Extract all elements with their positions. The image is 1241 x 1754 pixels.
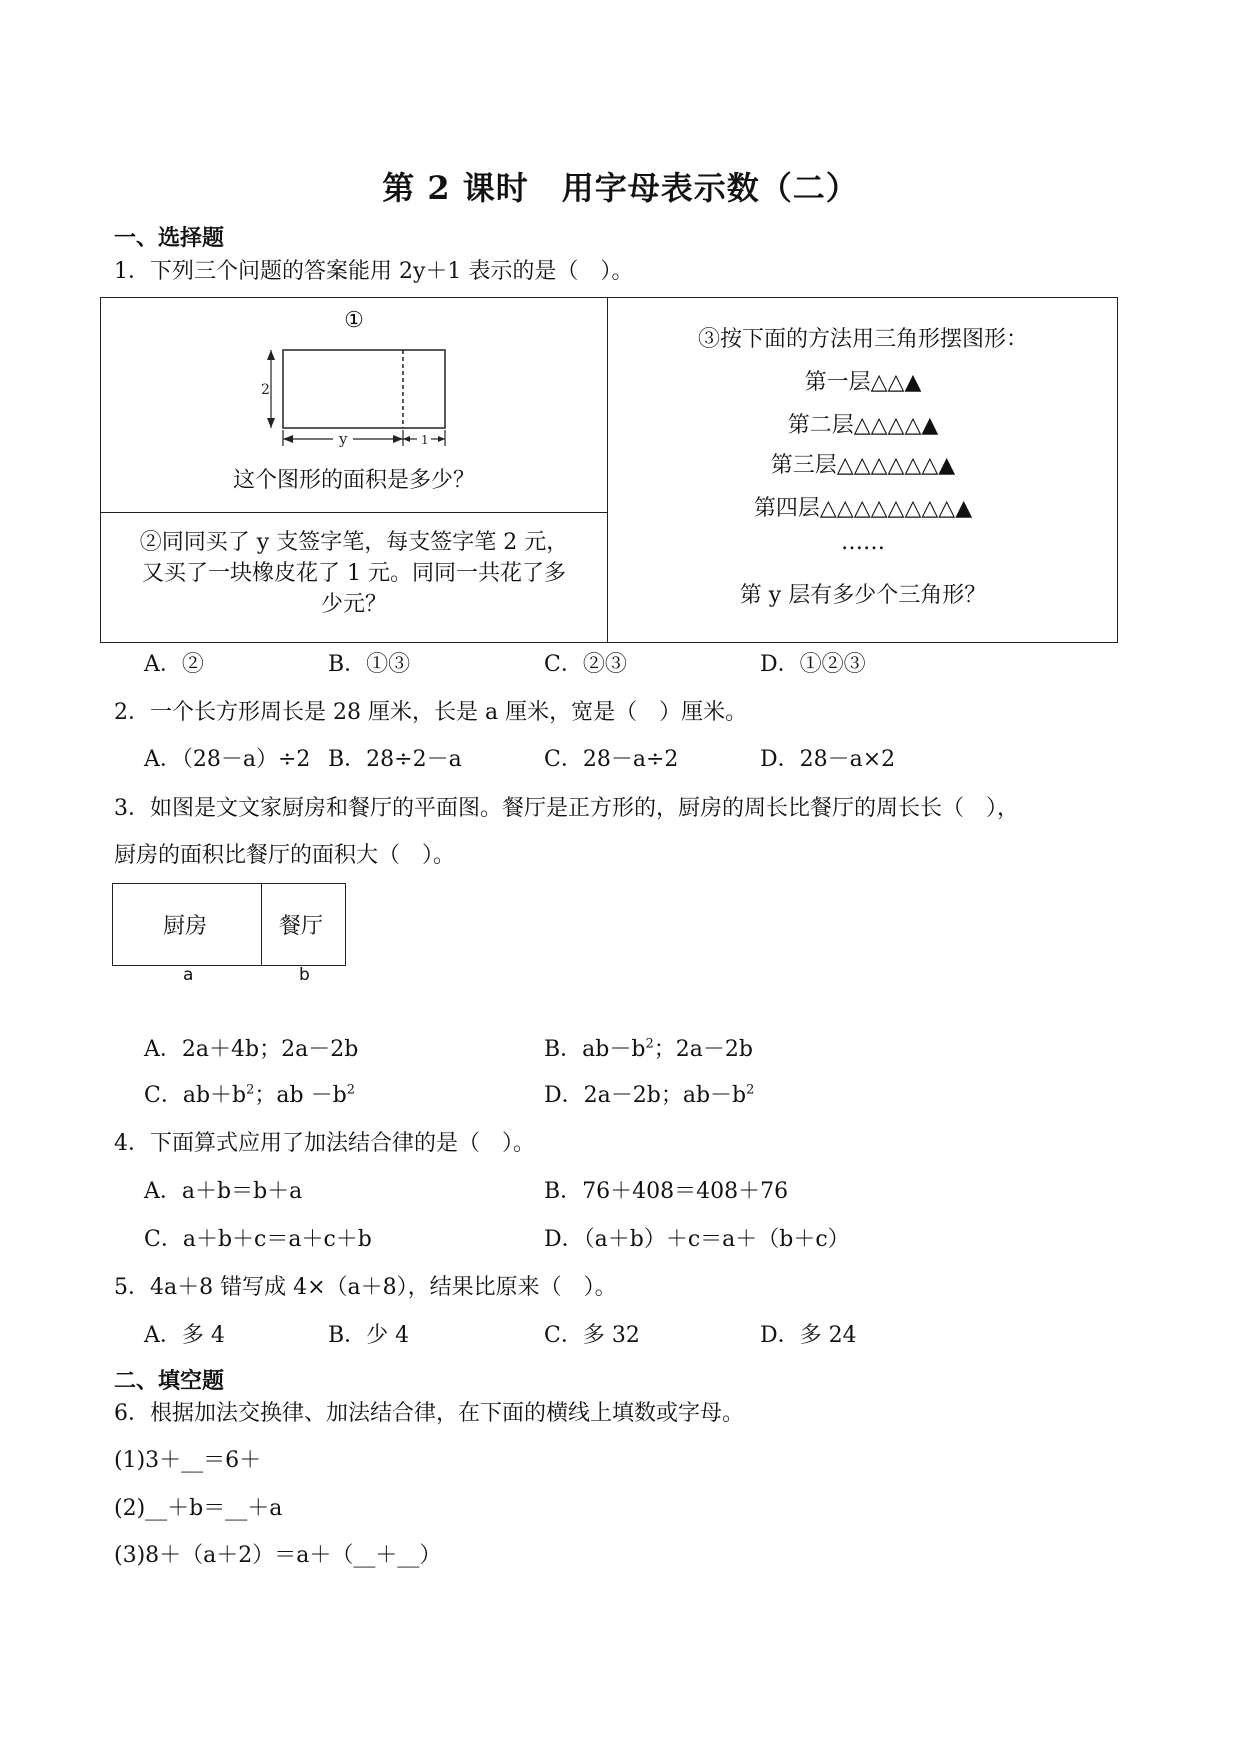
floor-plan-figure xyxy=(112,883,346,966)
question-6-stem: 6．根据加法交换律、加法结合律，在下面的横线上填数或字母。 xyxy=(114,1401,744,1426)
length-label: y xyxy=(339,430,348,448)
q4-option-b: B．76＋408＝408＋76 xyxy=(544,1179,789,1204)
q3-option-d-exp: 2 xyxy=(746,1082,755,1098)
q3-option-b-exp: 2 xyxy=(645,1036,654,1052)
floor-plan-divider xyxy=(261,884,262,965)
cell-3-layer-1: 第一层△△▲ xyxy=(804,370,922,395)
question-1-table xyxy=(100,297,1118,643)
q1-option-a: A．② xyxy=(144,652,204,677)
q4-option-a: A．a＋b＝b＋a xyxy=(144,1179,303,1204)
q6-item-1: (1)3＋__＝6＋ xyxy=(114,1448,262,1473)
width-label-b: b xyxy=(299,965,310,985)
dining-label: 餐厅 xyxy=(279,914,324,939)
q1-option-d: D．①②③ xyxy=(760,652,866,677)
width-label-a: a xyxy=(183,965,194,985)
cell-3-ellipsis: …… xyxy=(841,530,885,555)
q3-option-c-text: C．ab＋b xyxy=(144,1083,247,1108)
q2-option-a: A．（28－a）÷2 xyxy=(144,747,311,772)
extra-label: 1 xyxy=(421,433,429,447)
question-2-stem: 2．一个长方形周长是 28 厘米，长是 a 厘米，宽是（ ）厘米。 xyxy=(114,700,748,725)
question-3-stem-line-1: 3．如图是文文家厨房和餐厅的平面图。餐厅是正方形的，厨房的周长比餐厅的周长长（ ）， xyxy=(114,796,1020,821)
cell-3-layer-2: 第二层△△△△▲ xyxy=(787,413,939,438)
question-1-stem: 1．下列三个问题的答案能用 2y＋1 表示的是（ ）。 xyxy=(114,259,634,284)
q3-option-c-exp2: 2 xyxy=(346,1082,355,1098)
cell-1-number: ① xyxy=(344,308,364,333)
cell-3-layer-4: 第四层△△△△△△△△▲ xyxy=(753,496,973,521)
q5-option-d: D．多 24 xyxy=(760,1323,857,1348)
q4-option-d: D．（a＋b）＋c＝a＋（b＋c） xyxy=(544,1227,850,1252)
cell-2-line-1: ②同同买了 y 支签字笔，每支签字笔 2 元， xyxy=(139,530,569,555)
q2-option-c: C．28－a÷2 xyxy=(544,747,679,772)
question-5-stem: 5．4a＋8 错写成 4×（a＋8），结果比原来（ ）。 xyxy=(114,1275,617,1300)
cell-1-caption: 这个图形的面积是多少？ xyxy=(232,468,475,493)
cell-3-question: 第 y 层有多少个三角形？ xyxy=(739,583,987,608)
question-4-stem: 4．下面算式应用了加法结合律的是（ ）。 xyxy=(114,1131,535,1156)
q3-option-a: A．2a＋4b；2a－2b xyxy=(144,1037,359,1062)
q2-option-b: B．28÷2－a xyxy=(328,747,462,772)
q2-option-d: D．28－a×2 xyxy=(760,747,896,772)
q3-option-d xyxy=(544,1078,754,1109)
q3-option-b-text: B．ab－b xyxy=(544,1037,646,1062)
q1-option-b: B．①③ xyxy=(328,652,411,677)
page-title: 第 2 课时 用字母表示数（二） xyxy=(382,169,859,207)
q6-item-3: (3)8＋（a＋2）＝a＋（__＋__） xyxy=(114,1543,442,1568)
cell-2-line-3: 少元？ xyxy=(320,592,387,617)
question-3-stem-line-2: 厨房的面积比餐厅的面积大（ ）。 xyxy=(114,843,456,868)
section-heading-choice: 一、选择题 xyxy=(114,225,225,251)
q3-option-d-text: D．2a－2b；ab－b xyxy=(544,1083,747,1108)
cell-3-layer-3: 第三层△△△△△△▲ xyxy=(770,453,956,478)
rectangle-figure xyxy=(241,342,561,452)
table-divider-horizontal xyxy=(101,512,607,513)
q3-option-c-exp: 2 xyxy=(246,1082,255,1098)
q1-option-c: C．②③ xyxy=(544,652,627,677)
q6-item-2: (2)__＋b＝__＋a xyxy=(114,1496,283,1521)
cell-2-line-2: 又买了一块橡皮花了 1 元。同同一共花了多 xyxy=(142,561,566,586)
q5-option-c: C．多 32 xyxy=(544,1323,640,1348)
q5-option-a: A．多 4 xyxy=(144,1323,225,1348)
section-heading-fill: 二、填空题 xyxy=(114,1368,225,1394)
q3-option-b xyxy=(544,1032,753,1063)
q3-option-b-tail: ；2a－2b xyxy=(653,1037,753,1062)
height-label: 2 xyxy=(261,382,270,398)
kitchen-label: 厨房 xyxy=(163,914,208,939)
cell-3-line-1: ③按下面的方法用三角形摆图形： xyxy=(697,327,1028,352)
q4-option-c: C．a＋b＋c＝a＋c＋b xyxy=(144,1227,372,1252)
q3-option-c-mid: ；ab －b xyxy=(254,1083,347,1108)
q3-option-c xyxy=(144,1078,355,1109)
q5-option-b: B．少 4 xyxy=(328,1323,410,1348)
